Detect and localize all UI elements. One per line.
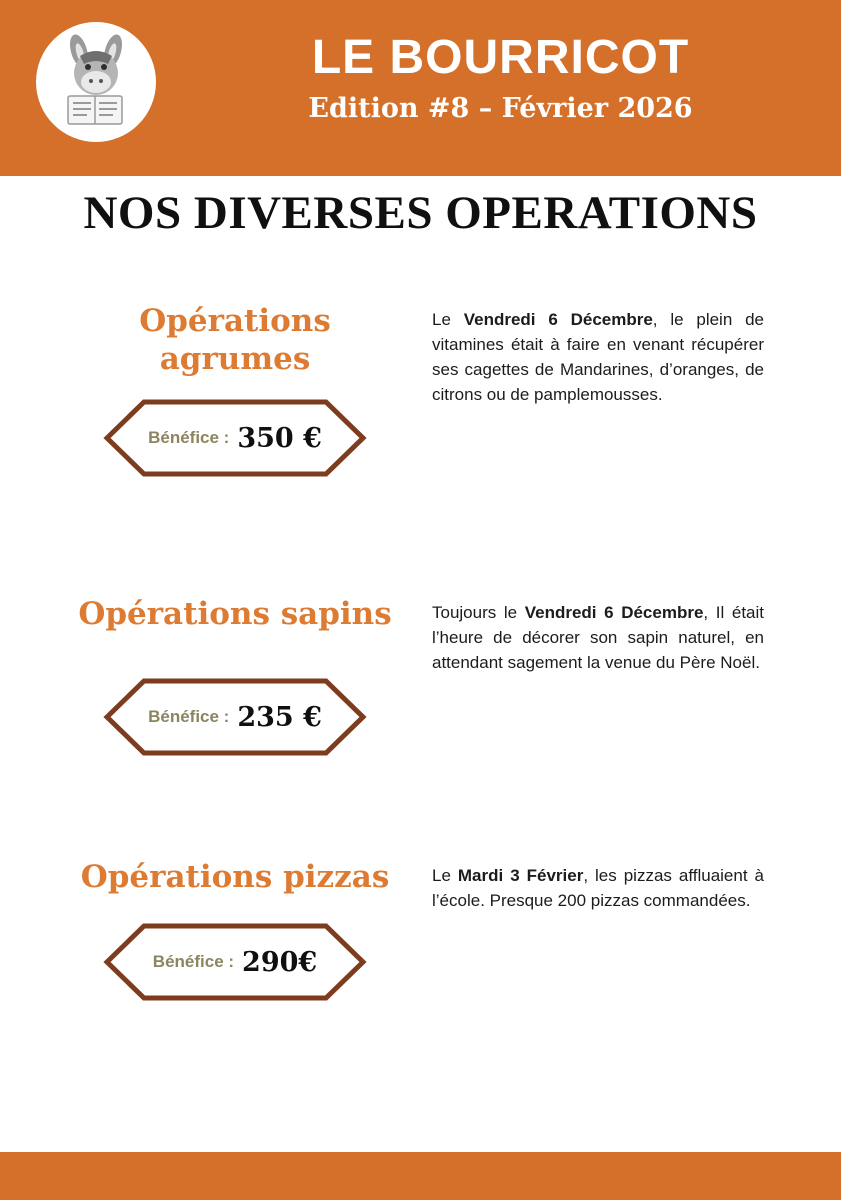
body-text-bold: Vendredi 6 Décembre (524, 603, 704, 622)
header-text-block (170, 32, 831, 124)
body-text-post: , Il était l’heure de décorer son sapin naturel, en attendant sagement la venue du Père Noël. (432, 603, 764, 672)
body-text-pre: Toujours le (432, 603, 525, 622)
section-body-paragraph (432, 307, 764, 407)
body-text-pre: Le (432, 866, 458, 885)
benefit-badge (103, 677, 367, 757)
header-band (0, 0, 841, 176)
body-text-pre: Le (432, 310, 464, 329)
benefit-badge (103, 922, 367, 1002)
benefit-label: Bénéfice : (152, 952, 235, 971)
section-heading: Opérations agrumes (139, 303, 331, 377)
section-heading: Opérations pizzas (80, 859, 390, 895)
body-text-post: , le plein de vitamines était à faire en venant récupérer ses cagettes de Mandarines, d’oranges, de citrons ou de pamplemousses. (432, 310, 764, 404)
body-text-post: , les pizzas affluaient à l’école. Presque 200 pizzas commandées. (432, 866, 764, 910)
newsletter-title: LE BOURRICOT (311, 31, 690, 84)
benefit-value: 350 € (237, 422, 322, 454)
body-text-bold: Vendredi 6 Décembre (463, 310, 653, 329)
footer-band (0, 1152, 841, 1200)
section-body-paragraph (432, 863, 764, 913)
body-text-bold: Mardi 3 Février (457, 866, 584, 885)
newsletter-edition: Edition #8 – Février 2026 (308, 92, 693, 124)
benefit-badge-text (103, 677, 367, 757)
section-agrumes-left (60, 302, 410, 478)
section-heading: Opérations sapins (78, 596, 392, 632)
benefit-label: Bénéfice : (148, 707, 230, 726)
benefit-badge-text (103, 398, 367, 478)
page-title: NOS DIVERSES OPERATIONS (83, 187, 758, 239)
donkey-logo-circle (36, 22, 156, 142)
benefit-value: 235 € (237, 701, 322, 733)
benefit-value: 290€ (242, 946, 318, 978)
benefit-badge (103, 398, 367, 478)
benefit-badge-text (103, 922, 367, 1002)
donkey-mascot-icon (50, 34, 142, 130)
section-pizzas-left (60, 858, 410, 1002)
benefit-label: Bénéfice : (148, 428, 230, 447)
section-body-paragraph (432, 600, 764, 675)
section-sapins-left (60, 595, 410, 757)
